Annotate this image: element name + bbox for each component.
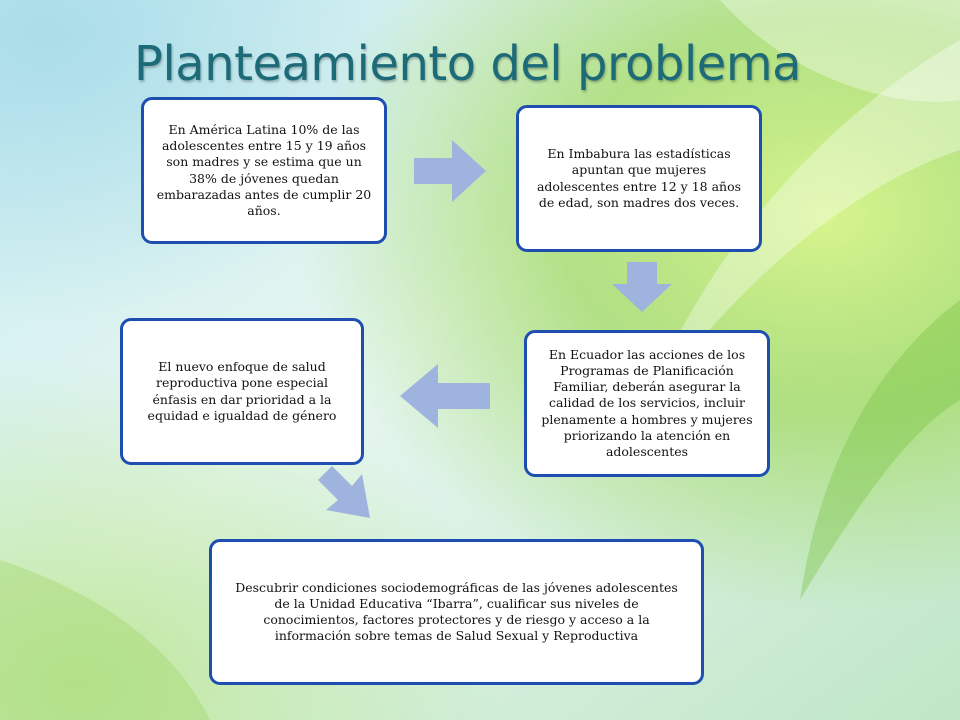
arrow-down-right-icon (318, 466, 374, 522)
arrow-down-icon (612, 262, 672, 312)
cycle-box-imbabura (516, 105, 762, 252)
cycle-box-text: En América Latina 10% de las adolescentes entre 15 y 19 años son madres y se estima que un 38% de jóvenes quedan embarazadas antes de cumplir 20 años. (156, 121, 372, 218)
cycle-box-text: En Imbabura las estadísticas apuntan que mujeres adolescentes entre 12 y 18 años de edad, son madres dos veces. (536, 146, 742, 210)
cycle-box-ecuador (524, 330, 770, 477)
cycle-box-reproductive-health (120, 318, 364, 465)
cycle-box-latin-america (141, 97, 387, 244)
arrow-right-icon (414, 140, 486, 202)
arrow-left-icon (400, 364, 490, 428)
cycle-box-text: Descubrir condiciones sociodemográficas de las jóvenes adolescentes de la Unidad Educativa “Ibarra”, cualificar sus niveles de conocimientos, factores protectores y de riesgo y acceso a la información sobre temas de Salud Sexual y Reproductiva (235, 579, 678, 644)
cycle-box-text: En Ecuador las acciones de los Programas de Planificación Familiar, deberán asegurar la calidad de los servicios, incluir plenamente a hombres y mujeres priorizando la atención en adolescentes (541, 346, 753, 460)
cycle-box-objective (209, 539, 704, 685)
cycle-box-text: El nuevo enfoque de salud reproductiva pone especial énfasis en dar prioridad a la equidad e igualdad de género (147, 359, 337, 423)
slide-title: Planteamiento del problema (134, 36, 801, 92)
